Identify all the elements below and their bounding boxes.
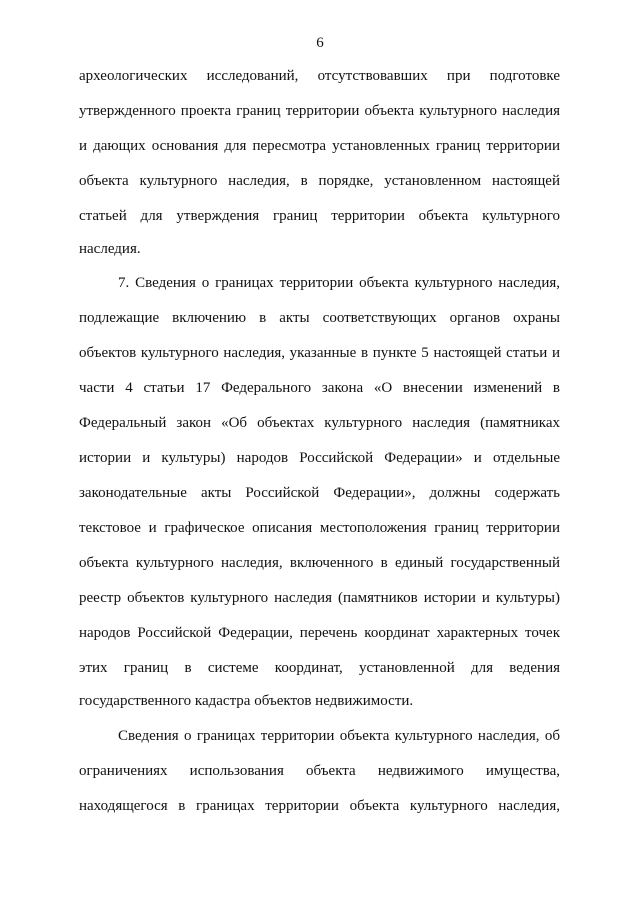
text-line: законодательные акты Российской Федерации», должны содержать [79, 485, 560, 501]
paragraph-first-line: Сведения о границах территории объекта культурного наследия, об [118, 728, 560, 744]
text-line: текстовое и графическое описания местоположения границ территории [79, 520, 560, 536]
text-line: народов Российской Федерации, перечень координат характерных точек [79, 625, 560, 641]
text-line: Федеральный закон «Об объектах культурного наследия (памятниках [79, 415, 560, 431]
text-line: объекта культурного наследия, включенного в единый государственный [79, 555, 560, 571]
text-line: государственного кадастра объектов недвижимости. [79, 693, 414, 709]
text-line: части 4 статьи 17 Федерального закона «О внесении изменений в [79, 380, 560, 396]
text-line: объекта культурного наследия, в порядке, установленном настоящей [79, 173, 560, 189]
paragraph-first-line: 7. Сведения о границах территории объекта культурного наследия, [118, 275, 560, 291]
page-number: 6 [316, 35, 324, 51]
text-line: реестр объектов культурного наследия (памятников истории и культуры) [79, 590, 560, 606]
text-line: истории и культуры) народов Российской Федерации» и отдельные [79, 450, 560, 466]
text-line: объектов культурного наследия, указанные в пункте 5 настоящей статьи и [79, 345, 560, 361]
text-line: наследия. [79, 241, 141, 257]
text-line: ограничениях использования объекта недвижимого имущества, [79, 763, 560, 779]
text-line: археологических исследований, отсутствовавших при подготовке [79, 68, 560, 84]
text-line: статьей для утверждения границ территории объекта культурного [79, 208, 560, 224]
text-line: и дающих основания для пересмотра установленных границ территории [79, 138, 560, 154]
text-line: подлежащие включению в акты соответствующих органов охраны [79, 310, 560, 326]
text-line: находящегося в границах территории объекта культурного наследия, [79, 798, 560, 814]
text-line: этих границ в системе координат, установленной для ведения [79, 660, 560, 676]
text-line: утвержденного проекта границ территории объекта культурного наследия [79, 103, 560, 119]
